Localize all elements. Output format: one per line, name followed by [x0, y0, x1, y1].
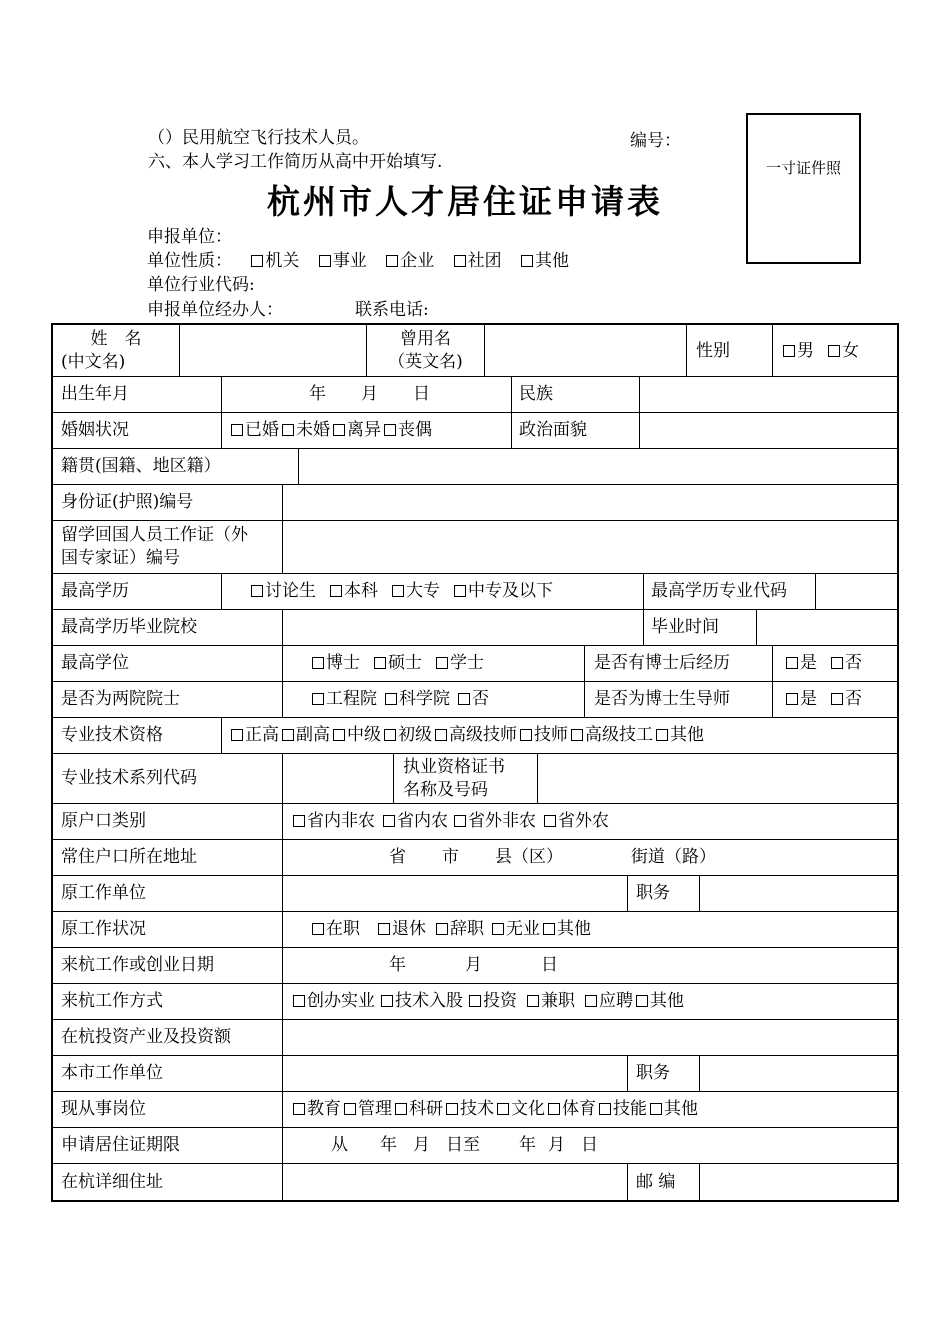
checkbox[interactable] [786, 657, 798, 669]
serial-number-label: 编号： [630, 131, 681, 151]
prev-unit-field[interactable] [283, 876, 626, 910]
investment-label: 在杭投资产业及投资额 [61, 1027, 231, 1047]
checkbox[interactable] [282, 424, 294, 436]
marital-options [231, 419, 435, 441]
academician-option[interactable]: 否 [458, 688, 489, 710]
checkbox[interactable] [436, 657, 448, 669]
checkbox[interactable] [656, 729, 668, 741]
qualification-option[interactable]: 中级 [333, 724, 381, 746]
work-mode-option[interactable]: 兼职 [527, 990, 575, 1012]
checkbox[interactable] [636, 995, 648, 1007]
unit-nature-option[interactable]: 社团 [454, 250, 502, 272]
period-end-day[interactable]: 日 [581, 1135, 598, 1155]
application-form [51, 323, 899, 1202]
checkbox[interactable] [435, 729, 447, 741]
gender-label: 性别 [696, 341, 730, 361]
marital-option[interactable]: 已婚 [231, 419, 279, 441]
post-option[interactable]: 科研 [395, 1098, 443, 1120]
political-label: 政治面貌 [519, 420, 587, 440]
unit-nature-option[interactable]: 事业 [319, 250, 367, 272]
hukou-type-label: 原户口类别 [61, 811, 146, 831]
arrival-day[interactable]: 日 [541, 955, 558, 975]
checkbox[interactable] [381, 995, 393, 1007]
period-end-month[interactable]: 月 [548, 1135, 565, 1155]
checkbox[interactable] [395, 1103, 407, 1115]
marital-option[interactable]: 未婚 [282, 419, 330, 441]
cert-label-sub: 名称及号码 [403, 780, 488, 800]
qualification-options [231, 724, 707, 746]
education-option[interactable]: 讨论生 [251, 580, 316, 602]
photo-box[interactable] [746, 113, 861, 264]
photo-label: 一寸证件照 [765, 159, 841, 177]
postcode-field[interactable] [700, 1164, 897, 1200]
degree-label: 最高学位 [61, 653, 129, 673]
hukou-type-option[interactable]: 省内农 [383, 810, 448, 832]
returnee-cert-label-sub: 国专家证）编号 [61, 548, 180, 568]
postdoc-yes[interactable]: 是 [786, 652, 817, 674]
school-label: 最高学历毕业院校 [61, 617, 197, 637]
education-option[interactable]: 中专及以下 [454, 580, 553, 602]
checkbox[interactable] [492, 923, 504, 935]
checkbox[interactable] [384, 424, 396, 436]
degree-option[interactable]: 硕士 [374, 652, 422, 674]
investment-field[interactable] [283, 1020, 897, 1054]
native-place-label: 籍贯(国籍、地区籍） [61, 456, 221, 476]
postcode-label: 邮 编 [636, 1172, 676, 1192]
checkbox[interactable] [548, 1103, 560, 1115]
gender-male[interactable]: 男 [783, 340, 814, 362]
post-option[interactable]: 管理 [344, 1098, 392, 1120]
education-options [251, 580, 567, 602]
checkbox[interactable] [544, 815, 556, 827]
checkbox[interactable] [374, 657, 386, 669]
birth-day[interactable]: 日 [413, 384, 430, 404]
graduation-field[interactable] [757, 610, 897, 644]
unit-nature-row [147, 250, 583, 272]
post-option[interactable]: 其他 [650, 1098, 698, 1120]
checkbox[interactable] [344, 1103, 356, 1115]
work-mode-option[interactable]: 创办实业 [293, 990, 375, 1012]
prev-position-field[interactable] [700, 876, 897, 910]
supervisor-label: 是否为博士生导师 [594, 689, 730, 709]
hukou-type-option[interactable]: 省内非农 [293, 810, 375, 832]
industry-code-label: 单位行业代码: [147, 275, 255, 295]
note-resume: 六、本人学习工作简历从高中开始填写. [148, 152, 443, 172]
returnee-cert-field[interactable] [283, 521, 897, 572]
name-label: 姓 名 [90, 329, 142, 349]
hukou-type-option[interactable]: 省外非农 [454, 810, 536, 832]
period-start-month[interactable]: 月 [413, 1135, 430, 1155]
page-title: 杭州市人才居住证申请表 [267, 182, 663, 221]
checkbox[interactable] [446, 1103, 458, 1115]
cert-label: 执业资格证书 [403, 757, 505, 777]
former-name-label: 曾用名 [400, 329, 451, 349]
marital-label: 婚姻状况 [61, 420, 129, 440]
phone-label: 联系电话: [355, 300, 429, 320]
checkbox[interactable] [783, 345, 795, 357]
checkbox[interactable] [386, 255, 398, 267]
supervisor-options [786, 688, 876, 710]
birth-year[interactable]: 年 [309, 384, 326, 404]
marital-option[interactable]: 离异 [333, 419, 381, 441]
id-number-label: 身份证(护照)编号 [61, 492, 194, 512]
post-option[interactable]: 技术 [446, 1098, 494, 1120]
post-option[interactable]: 技能 [599, 1098, 647, 1120]
postdoc-label: 是否有博士后经历 [594, 653, 730, 673]
post-label: 现从事岗位 [61, 1099, 146, 1119]
post-option[interactable]: 文化 [497, 1098, 545, 1120]
post-option[interactable]: 体育 [548, 1098, 596, 1120]
prev-status-option[interactable]: 辞职 [436, 918, 484, 940]
academician-option[interactable]: 科学院 [385, 688, 450, 710]
checkbox[interactable] [831, 693, 843, 705]
qualification-option[interactable]: 其他 [656, 724, 704, 746]
post-options [293, 1098, 701, 1120]
academician-options [312, 688, 503, 710]
checkbox[interactable] [251, 585, 263, 597]
prev-status-option[interactable]: 其他 [543, 918, 591, 940]
education-option[interactable]: 大专 [392, 580, 440, 602]
applicant-unit-label: 申报单位： [147, 227, 232, 247]
period-label: 申请居住证期限 [61, 1135, 180, 1155]
prev-status-label: 原工作状况 [61, 919, 146, 939]
current-position-label: 职务 [636, 1063, 670, 1083]
native-place-field[interactable] [299, 449, 897, 483]
former-name-field[interactable] [485, 326, 685, 375]
checkbox[interactable] [571, 729, 583, 741]
period-start-year[interactable]: 年 [380, 1135, 397, 1155]
work-mode-option[interactable]: 投资 [469, 990, 517, 1012]
checkbox[interactable] [458, 693, 470, 705]
unit-nature-option[interactable]: 企业 [386, 250, 434, 272]
political-field[interactable] [640, 413, 897, 447]
checkbox[interactable] [312, 693, 324, 705]
marital-option[interactable]: 丧偶 [384, 419, 432, 441]
gender-female[interactable]: 女 [828, 340, 859, 362]
work-mode-option[interactable]: 应聘 [585, 990, 633, 1012]
degree-option[interactable]: 博士 [312, 652, 360, 674]
note-aviation: （）民用航空飞行技术人员。 [148, 128, 369, 148]
checkbox[interactable] [786, 693, 798, 705]
checkbox[interactable] [436, 923, 448, 935]
checkbox[interactable] [333, 729, 345, 741]
id-number-field[interactable] [283, 485, 897, 519]
education-code-label: 最高学历专业代码 [651, 581, 787, 601]
period-end-year[interactable]: 年 [519, 1135, 536, 1155]
gender-options [783, 340, 873, 362]
postdoc-options [786, 652, 876, 674]
education-option[interactable]: 本科 [330, 580, 378, 602]
checkbox[interactable] [650, 1103, 662, 1115]
degree-options [312, 652, 498, 674]
address-street[interactable]: 街道（路） [631, 847, 716, 867]
checkbox[interactable] [585, 995, 597, 1007]
checkbox[interactable] [319, 255, 331, 267]
period-start-day[interactable]: 日至 [446, 1135, 480, 1155]
work-mode-option[interactable]: 技术入股 [381, 990, 463, 1012]
checkbox[interactable] [293, 995, 305, 1007]
ethnicity-label: 民族 [519, 384, 553, 404]
checkbox[interactable] [497, 1103, 509, 1115]
hukou-address-label: 常住户口所在地址 [61, 847, 197, 867]
checkbox[interactable] [378, 923, 390, 935]
checkbox[interactable] [383, 815, 395, 827]
checkbox[interactable] [312, 923, 324, 935]
address-province[interactable]: 省 [389, 847, 406, 867]
checkbox[interactable] [454, 585, 466, 597]
qualification-option[interactable]: 初级 [384, 724, 432, 746]
address-city[interactable]: 市 [442, 847, 459, 867]
unit-nature-label: 单位性质： [147, 251, 232, 271]
birth-label: 出生年月 [61, 384, 129, 404]
prev-position-label: 职务 [636, 883, 670, 903]
unit-nature-option[interactable]: 机关 [251, 250, 299, 272]
checkbox[interactable] [231, 424, 243, 436]
education-label: 最高学历 [61, 581, 129, 601]
prev-status-options [312, 918, 605, 940]
checkbox[interactable] [828, 345, 840, 357]
checkbox[interactable] [599, 1103, 611, 1115]
address-label: 在杭详细住址 [61, 1172, 163, 1192]
qualification-option[interactable]: 高级技师 [435, 724, 517, 746]
checkbox[interactable] [385, 693, 397, 705]
qualification-option[interactable]: 高级技工 [571, 724, 653, 746]
cert-field[interactable] [538, 754, 897, 802]
checkbox[interactable] [384, 729, 396, 741]
academician-option[interactable]: 工程院 [312, 688, 377, 710]
checkbox[interactable] [330, 585, 342, 597]
prev-status-option[interactable]: 在职 [312, 918, 360, 940]
checkbox[interactable] [454, 255, 466, 267]
handler-label: 申报单位经办人： [147, 300, 283, 320]
arrival-year[interactable]: 年 [389, 955, 406, 975]
checkbox[interactable] [293, 815, 305, 827]
checkbox[interactable] [454, 815, 466, 827]
postdoc-no[interactable]: 否 [831, 652, 862, 674]
prev-status-option[interactable]: 无业 [492, 918, 540, 940]
series-code-label: 专业技术系列代码 [61, 768, 197, 788]
qualification-option[interactable]: 正高 [231, 724, 279, 746]
checkbox[interactable] [231, 729, 243, 741]
address-field[interactable] [283, 1164, 626, 1200]
qualification-label: 专业技术资格 [61, 725, 163, 745]
checkbox[interactable] [527, 995, 539, 1007]
birth-month[interactable]: 月 [361, 384, 378, 404]
checkbox[interactable] [469, 995, 481, 1007]
work-mode-options [293, 990, 698, 1012]
name-label-sub: (中文名) [61, 352, 126, 372]
hukou-type-option[interactable]: 省外农 [544, 810, 609, 832]
work-mode-option[interactable]: 其他 [636, 990, 684, 1012]
address-county[interactable]: 县（区） [495, 847, 563, 867]
checkbox[interactable] [520, 729, 532, 741]
qualification-option[interactable]: 技师 [520, 724, 568, 746]
supervisor-no[interactable]: 否 [831, 688, 862, 710]
arrival-date-label: 来杭工作或创业日期 [61, 955, 214, 975]
unit-nature-option[interactable]: 其他 [521, 250, 569, 272]
supervisor-yes[interactable]: 是 [786, 688, 817, 710]
series-code-field[interactable] [283, 754, 392, 802]
school-field[interactable] [283, 610, 642, 644]
hukou-type-options [293, 810, 623, 832]
current-unit-label: 本市工作单位 [61, 1063, 163, 1083]
work-mode-label: 来杭工作方式 [61, 991, 163, 1011]
checkbox[interactable] [333, 424, 345, 436]
period-from: 从 [331, 1135, 348, 1155]
current-unit-field[interactable] [283, 1056, 626, 1090]
graduation-label: 毕业时间 [651, 617, 719, 637]
post-option[interactable]: 教育 [293, 1098, 341, 1120]
prev-status-option[interactable]: 退休 [378, 918, 426, 940]
checkbox[interactable] [251, 255, 263, 267]
checkbox[interactable] [293, 1103, 305, 1115]
checkbox[interactable] [521, 255, 533, 267]
ethnicity-field[interactable] [640, 377, 897, 411]
academician-label: 是否为两院院士 [61, 689, 180, 709]
returnee-cert-label: 留学回国人员工作证（外 [61, 525, 248, 545]
arrival-month[interactable]: 月 [465, 955, 482, 975]
former-name-label-sub: （英文名) [388, 352, 463, 372]
current-position-field[interactable] [700, 1056, 897, 1090]
qualification-option[interactable]: 副高 [282, 724, 330, 746]
checkbox[interactable] [312, 657, 324, 669]
checkbox[interactable] [543, 923, 555, 935]
checkbox[interactable] [392, 585, 404, 597]
checkbox[interactable] [831, 657, 843, 669]
checkbox[interactable] [282, 729, 294, 741]
degree-option[interactable]: 学士 [436, 652, 484, 674]
name-field[interactable] [180, 326, 365, 375]
education-code-field[interactable] [816, 574, 897, 608]
prev-unit-label: 原工作单位 [61, 883, 146, 903]
